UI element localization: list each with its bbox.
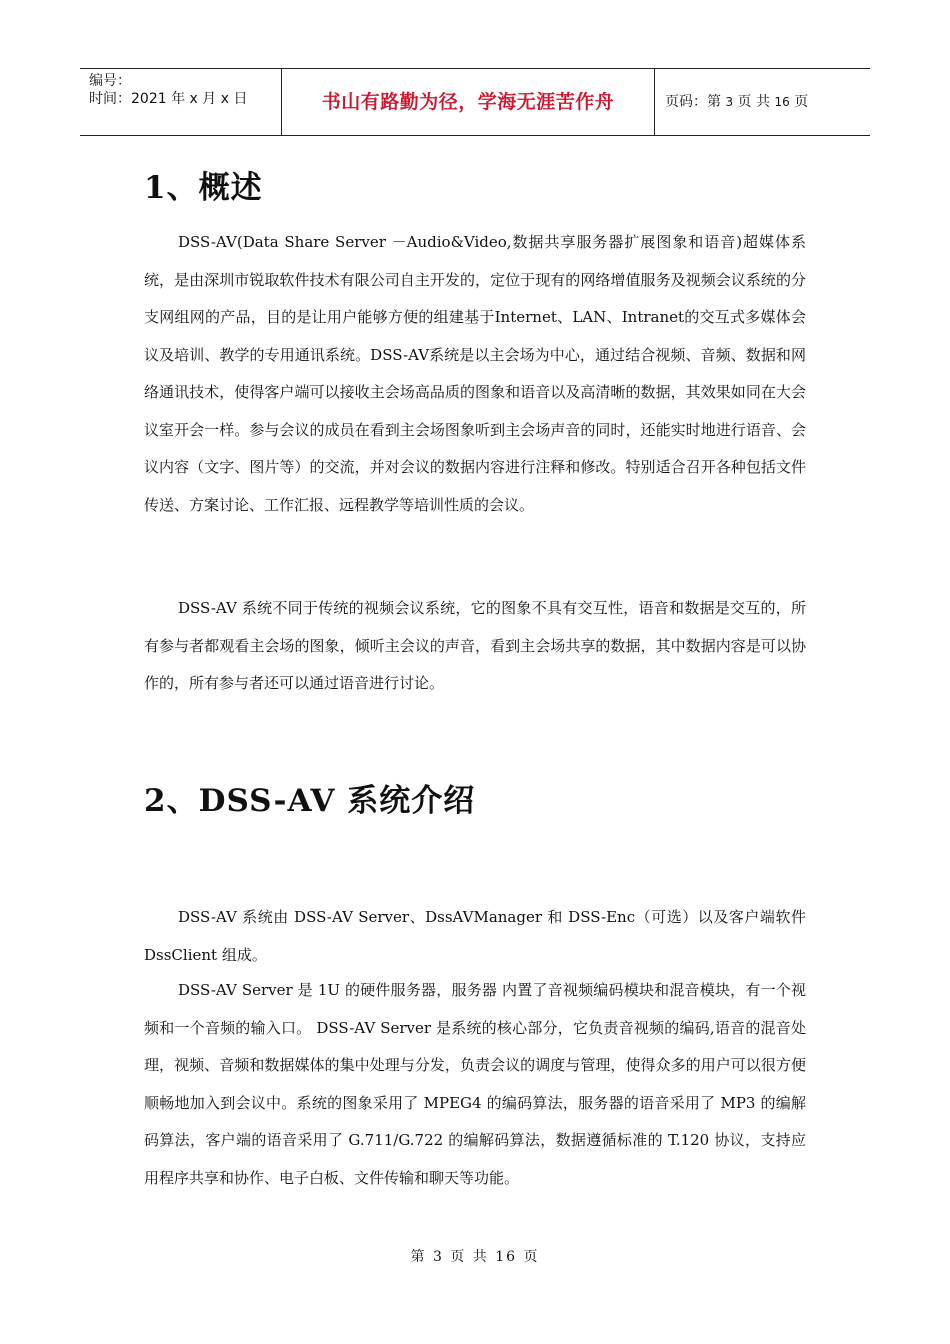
section-2-paragraph-2 (144, 972, 806, 1197)
section-1-paragraph-2 (144, 590, 806, 703)
section-1-paragraph-1-text: DSS-AV(Data Share Server －Audio&Video,数据共享服务器扩展图象和语音)超媒体系统，是由深圳市锐取软件技术有限公司自主开发的，定位于现有的网络增值服务及视频会议系统的分支网组网的产品，目的是让用户能够方便的组建基于Internet、LAN、Intranet的交互式多媒体会议及培训、教学的专用通讯系统。DSS-AV系统是以主会场为中心，通过结合视频、音频、数据和网络通讯技术，使得客户端可以接收主会场高品质的图象和语音以及高清晰的数据，其效果如同在大会议室开会一样。参与会议的成员在看到主会场图象听到主会场声音的同时，还能实时地进行语音、会议内容（文字、图片等）的交流，并对会议的数据内容进行注释和修改。特别适合召开各种包括文件传送、方案讨论、工作汇报、远程教学等培训性质的会议。 (144, 233, 806, 514)
section-2-paragraph-1-text: DSS-AV 系统由 DSS-AV Server、DssAVManager 和 DSS-Enc（可选）以及客户端软件DssClient 组成。 (144, 908, 806, 964)
page-prefix: 页码：第 (665, 94, 721, 110)
page-footer: 第 3 页 共 16 页 (410, 1249, 540, 1265)
page-total: 16 (774, 95, 790, 109)
section-2-paragraph-2-text: DSS-AV Server 是 1U 的硬件服务器，服务器 内置了音视频编码模块和混音模块，有一个视频和一个音频的输入口。 DSS-AV Server 是系统的核心部分，它负责音视频的编码,语音的混音处理，视频、音频和数据媒体的集中处理与分发，负责会议的调度与管理，使得众多的用户可以很方便顺畅地加入到会议中。系统的图象采用了 MPEG4 的编码算法，服务器的语音采用了 MP3 的编解码算法，客户端的语音采用了 G.711/G.722 的编解码算法，数据遵循标准的 T.120 协议，支持应用程序共享和协作、电子白板、文件传输和聊天等功能。 (144, 981, 806, 1187)
header-info-cell (80, 69, 282, 135)
time-label: 时间：2021 年 x 月 x 日 (89, 91, 248, 107)
section-1-paragraph-2-text: DSS-AV 系统不同于传统的视频会议系统，它的图象不具有交互性，语音和数据是交互的，所有参与者都观看主会场的图象，倾听主会议的声音，看到主会场共享的数据，其中数据内容是可以协作的，所有参与者还可以通过语音进行讨论。 (144, 599, 806, 692)
section-1-title: 1、概述 (144, 170, 263, 206)
header-page-info (655, 69, 870, 135)
serial-label: 编号： (89, 73, 131, 89)
document-header (80, 68, 870, 136)
header-motto: 书山有路勤为径，学海无涯苦作舟 (282, 69, 655, 135)
section-2-paragraph-1 (144, 899, 806, 974)
page-suffix: 页 (794, 94, 809, 110)
page-number: 3 (725, 95, 734, 109)
section-2-title: 2、DSS-AV 系统介绍 (144, 783, 476, 819)
page-mid: 页 共 (737, 94, 770, 110)
section-1-paragraph-1 (144, 224, 806, 524)
